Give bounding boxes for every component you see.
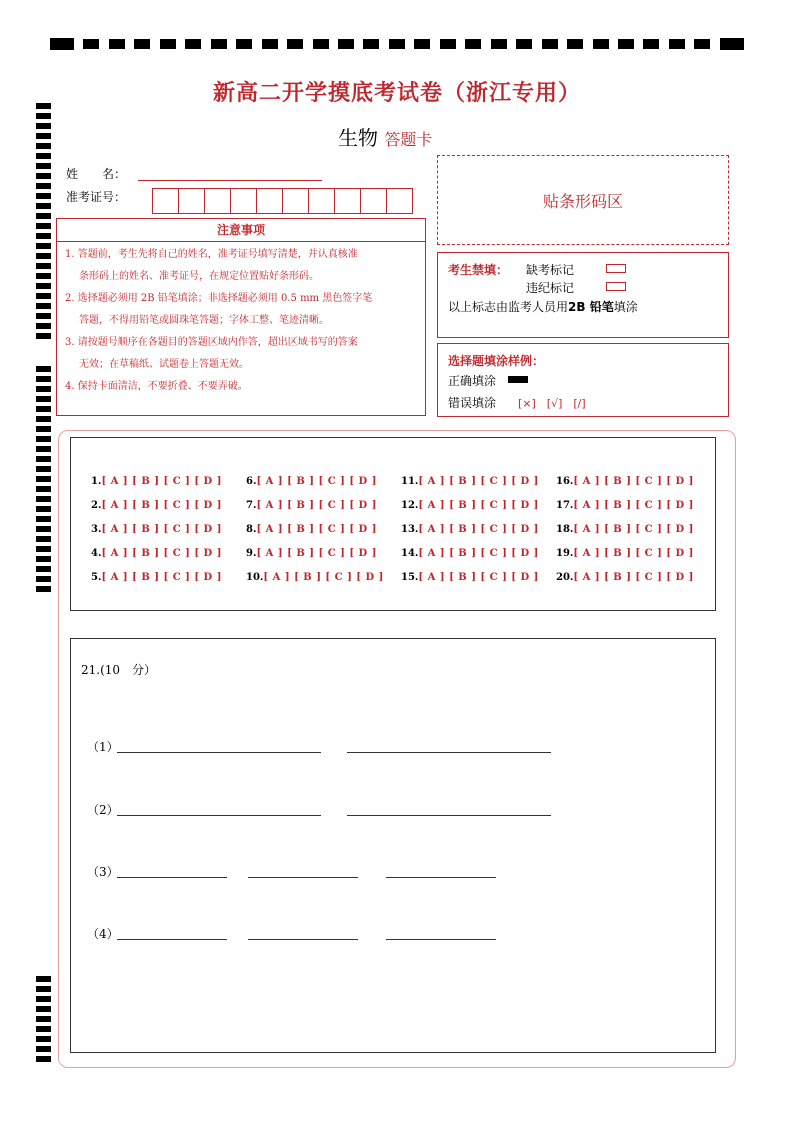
- notice-item: 2. 选择题必须用 2B 铅笔填涂；非选择题必须用 0.5 mm 黑色签字笔 答题，不得用铅笔或圆珠笔答题；字体工整、笔迹清晰。: [65, 293, 373, 326]
- id-digit-box[interactable]: [282, 188, 309, 214]
- timing-marks-left-upper: [36, 103, 51, 343]
- subject-heading: [338, 122, 432, 151]
- violation-mark-box[interactable]: [606, 282, 626, 291]
- mc-options[interactable]: [ A ] [ B ] [ C ] [ D ]: [573, 476, 694, 487]
- correct-fill-label: 正确填涂: [448, 374, 497, 388]
- wrong-fill-label: 错误填涂: [448, 396, 497, 410]
- mc-question[interactable]: [91, 548, 222, 559]
- mc-question-number: 4.: [91, 548, 102, 559]
- notice-title: 注意事项: [57, 219, 425, 242]
- proctor-note: 以上标志由监考人员用2B 铅笔填涂: [448, 300, 638, 314]
- id-digit-box[interactable]: [360, 188, 387, 214]
- mc-options[interactable]: [ A ] [ B ] [ C ] [ D ]: [101, 524, 222, 535]
- mc-question[interactable]: [246, 524, 377, 535]
- wrong-fill-samples: [×] [√] [/]: [518, 397, 586, 410]
- mc-question-number: 10.: [246, 572, 264, 583]
- id-digit-box[interactable]: [386, 188, 413, 214]
- mc-question-number: 1.: [91, 476, 102, 487]
- barcode-area[interactable]: [437, 155, 729, 245]
- exam-id-boxes[interactable]: [152, 188, 413, 214]
- id-digit-box[interactable]: [256, 188, 283, 214]
- id-digit-box[interactable]: [308, 188, 335, 214]
- notice-item: 3. 请按题号顺序在各题目的答题区域内作答，超出区域书写的答案 无效；在草稿纸、试题卷上答题无效。: [65, 337, 358, 370]
- mc-options[interactable]: [ A ] [ B ] [ C ] [ D ]: [101, 548, 222, 559]
- mc-question-number: 16.: [556, 476, 574, 487]
- mc-question-number: 20.: [556, 572, 574, 583]
- multiple-choice-section: [70, 437, 716, 611]
- question-21-section: [70, 638, 716, 1053]
- mc-question-number: 11.: [401, 476, 419, 487]
- id-digit-box[interactable]: [152, 188, 179, 214]
- mc-options[interactable]: [ A ] [ B ] [ C ] [ D ]: [256, 476, 377, 487]
- id-label: 准考证号：: [66, 190, 127, 204]
- timing-marks-left-lower: [36, 976, 51, 1066]
- example-title: 选择题填涂样例：: [448, 354, 545, 368]
- mc-options[interactable]: [ A ] [ B ] [ C ] [ D ]: [573, 572, 694, 583]
- mc-options[interactable]: [ A ] [ B ] [ C ] [ D ]: [101, 476, 222, 487]
- part-3-label: （3）: [87, 865, 119, 879]
- id-digit-box[interactable]: [230, 188, 257, 214]
- mc-question-number: 5.: [91, 572, 102, 583]
- mc-question[interactable]: [246, 572, 384, 583]
- mc-options[interactable]: [ A ] [ B ] [ C ] [ D ]: [101, 572, 222, 583]
- mc-question[interactable]: [246, 500, 377, 511]
- forbid-label: 考生禁填：: [448, 263, 509, 277]
- mc-question[interactable]: [91, 572, 222, 583]
- mc-question-number: 19.: [556, 548, 574, 559]
- answer-line[interactable]: [386, 939, 496, 940]
- answer-line[interactable]: [117, 752, 321, 753]
- mc-question-number: 6.: [246, 476, 257, 487]
- mc-options[interactable]: [ A ] [ B ] [ C ] [ D ]: [256, 500, 377, 511]
- exam-title: 新高二开学摸底考试卷（浙江专用）: [212, 81, 581, 106]
- part-1-label: （1）: [87, 740, 119, 754]
- answer-line[interactable]: [386, 877, 496, 878]
- mc-question-number: 17.: [556, 500, 574, 511]
- mc-question[interactable]: [246, 476, 377, 487]
- fill-example-box: [437, 343, 729, 417]
- notice-item: 1. 答题前，考生先将自己的姓名，准考证号填写清楚，并认真核准 条形码上的姓名、准考证号，在规定位置贴好条形码。: [65, 249, 358, 282]
- mc-options[interactable]: [ A ] [ B ] [ C ] [ D ]: [256, 548, 377, 559]
- answer-line[interactable]: [347, 815, 551, 816]
- mc-question[interactable]: [401, 500, 539, 511]
- mc-question-number: 9.: [246, 548, 257, 559]
- part-2-label: （2）: [87, 803, 119, 817]
- answer-line[interactable]: [347, 752, 551, 753]
- mc-question-number: 15.: [401, 572, 419, 583]
- id-digit-box[interactable]: [204, 188, 231, 214]
- mc-question-number: 18.: [556, 524, 574, 535]
- mc-options[interactable]: [ A ] [ B ] [ C ] [ D ]: [573, 524, 694, 535]
- answer-line[interactable]: [248, 877, 358, 878]
- mc-question[interactable]: [556, 548, 694, 559]
- barcode-label: 贴条形码区: [542, 191, 623, 211]
- absent-label: 缺考标记: [526, 263, 575, 277]
- mc-question[interactable]: [401, 524, 539, 535]
- correct-fill-sample: [508, 376, 528, 383]
- mc-options[interactable]: [ A ] [ B ] [ C ] [ D ]: [418, 524, 539, 535]
- mc-question-number: 13.: [401, 524, 419, 535]
- answer-line[interactable]: [248, 939, 358, 940]
- mc-question-number: 12.: [401, 500, 419, 511]
- mc-options[interactable]: [ A ] [ B ] [ C ] [ D ]: [418, 500, 539, 511]
- violation-label: 违纪标记: [526, 281, 575, 295]
- timing-marks-top: [50, 38, 744, 50]
- mc-question-number: 3.: [91, 524, 102, 535]
- part-4-label: （4）: [87, 927, 119, 941]
- mc-options[interactable]: [ A ] [ B ] [ C ] [ D ]: [573, 548, 694, 559]
- mc-options[interactable]: [ A ] [ B ] [ C ] [ D ]: [573, 500, 694, 511]
- mc-question[interactable]: [556, 572, 694, 583]
- id-digit-box[interactable]: [178, 188, 205, 214]
- mc-options[interactable]: [ A ] [ B ] [ C ] [ D ]: [263, 572, 384, 583]
- mc-question[interactable]: [556, 524, 694, 535]
- mc-question[interactable]: [91, 476, 222, 487]
- proctor-marks-box: [437, 252, 729, 338]
- mc-options[interactable]: [ A ] [ B ] [ C ] [ D ]: [418, 548, 539, 559]
- mc-question[interactable]: [556, 476, 694, 487]
- question-21-header: 21.(10 分）: [81, 663, 157, 677]
- name-field[interactable]: [138, 180, 322, 181]
- mc-question[interactable]: [401, 476, 539, 487]
- mc-options[interactable]: [ A ] [ B ] [ C ] [ D ]: [256, 524, 377, 535]
- mc-question[interactable]: [91, 500, 222, 511]
- mc-options[interactable]: [ A ] [ B ] [ C ] [ D ]: [101, 500, 222, 511]
- notice-box: [56, 218, 426, 416]
- timing-marks-left-middle: [36, 366, 51, 596]
- mc-question[interactable]: [556, 500, 694, 511]
- mc-question-number: 7.: [246, 500, 257, 511]
- mc-question[interactable]: [401, 572, 539, 583]
- name-label: 姓 名：: [66, 167, 127, 181]
- subject-name: 生物: [338, 126, 378, 150]
- answer-line[interactable]: [117, 815, 321, 816]
- mc-question[interactable]: [91, 524, 222, 535]
- mc-question[interactable]: [246, 548, 377, 559]
- id-digit-box[interactable]: [334, 188, 361, 214]
- absent-mark-box[interactable]: [606, 264, 626, 273]
- mc-question-number: 8.: [246, 524, 257, 535]
- mc-options[interactable]: [ A ] [ B ] [ C ] [ D ]: [418, 572, 539, 583]
- notice-item: 4. 保持卡面清洁，不要折叠、不要弄破。: [65, 381, 248, 392]
- answer-line[interactable]: [117, 939, 227, 940]
- answer-line[interactable]: [117, 877, 227, 878]
- mc-options[interactable]: [ A ] [ B ] [ C ] [ D ]: [418, 476, 539, 487]
- mc-question-number: 14.: [401, 548, 419, 559]
- mc-question[interactable]: [401, 548, 539, 559]
- mc-question-number: 2.: [91, 500, 102, 511]
- card-label: 答题卡: [384, 130, 433, 149]
